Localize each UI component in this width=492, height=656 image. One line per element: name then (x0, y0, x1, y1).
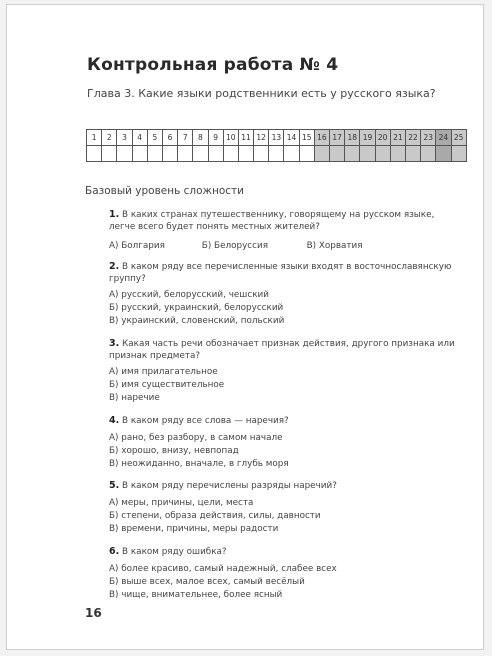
chapter-subtitle: Глава 3. Какие языки родственники есть у русского языка? (87, 87, 436, 100)
page-number: 16 (85, 606, 102, 620)
question-text: Какая часть речи обозначает признак действия, другого признака или признак предмета? (109, 339, 455, 361)
question-number: 4. (109, 415, 120, 426)
answer-cell (314, 146, 329, 162)
question-2 (109, 261, 461, 285)
answer-cell (193, 146, 208, 162)
worksheet-page (6, 4, 484, 650)
answer-cell (223, 146, 238, 162)
answer-option: А) меры, причины, цели, места (109, 498, 254, 508)
answer-option: А) Болгария (109, 241, 165, 251)
answer-cell (421, 146, 436, 162)
answer-cell (345, 146, 360, 162)
grid-number: 23 (421, 130, 436, 146)
answer-option: В) Хорватия (306, 241, 363, 251)
grid-number: 24 (436, 130, 451, 146)
question-4 (109, 415, 461, 427)
question-text: В каком ряду все перечисленные языки входят в восточнославянскую группу? (109, 262, 452, 284)
grid-number: 15 (299, 130, 314, 146)
grid-number: 5 (147, 130, 162, 146)
answer-option: А) имя прилагательное (109, 367, 218, 377)
question-number: 6. (109, 546, 120, 557)
answer-cell (405, 146, 420, 162)
answer-option: В) чище, внимательнее, более ясный (109, 590, 283, 600)
answer-option: В) наречие (109, 393, 160, 403)
page-title: Контрольная работа № 4 (87, 55, 339, 75)
answer-cell (299, 146, 314, 162)
answer-cell (375, 146, 390, 162)
grid-number: 9 (208, 130, 223, 146)
grid-number: 25 (451, 130, 466, 146)
answer-option: В) украинский, словенский, польский (109, 316, 285, 326)
answer-cell (451, 146, 466, 162)
answer-option: Б) имя существительное (109, 380, 225, 390)
grid-number: 4 (132, 130, 147, 146)
answer-cell (390, 146, 405, 162)
grid-number: 17 (330, 130, 345, 146)
question-text: В каком ряду ошибка? (122, 547, 227, 557)
answer-option: Б) выше всех, малое всех, самый весёлый (109, 577, 305, 587)
grid-number: 13 (269, 130, 284, 146)
question-3 (109, 338, 461, 362)
question-text: В каких странах путешественнику, говорящему на русском языке, легче всего будет понять местных жителей? (109, 210, 435, 232)
answer-option: Б) хорошо, внизу, невпопад (109, 446, 239, 456)
answer-cell (330, 146, 345, 162)
answer-grid-answer-row (87, 146, 467, 162)
grid-number: 2 (102, 130, 117, 146)
answer-cell (147, 146, 162, 162)
answer-cell (284, 146, 299, 162)
answer-cell (117, 146, 132, 162)
answer-cell (87, 146, 102, 162)
answer-cell (360, 146, 375, 162)
answer-option: Б) степени, образа действия, силы, давности (109, 511, 321, 521)
answer-cell (132, 146, 147, 162)
grid-number: 19 (360, 130, 375, 146)
question-number: 3. (109, 338, 120, 349)
grid-number: 6 (162, 130, 177, 146)
answer-option: Б) русский, украинский, белорусский (109, 303, 284, 313)
question-text: В каком ряду все слова — наречия? (122, 416, 289, 426)
answer-option: А) рано, без разбору, в самом начале (109, 433, 283, 443)
grid-number: 16 (314, 130, 329, 146)
answer-option: Б) Белоруссия (201, 241, 268, 251)
answer-cell (436, 146, 451, 162)
grid-number: 14 (284, 130, 299, 146)
grid-number: 20 (375, 130, 390, 146)
answer-option: А) русский, белорусский, чешский (109, 290, 269, 300)
question-number: 2. (109, 261, 120, 272)
grid-number: 3 (117, 130, 132, 146)
question-1 (109, 209, 461, 233)
grid-number: 21 (390, 130, 405, 146)
answer-cell (162, 146, 177, 162)
answer-option: В) времени, причины, меры радости (109, 524, 279, 534)
answer-cell (102, 146, 117, 162)
question-5 (109, 480, 461, 492)
answer-option: В) неожиданно, вначале, в глубь моря (109, 459, 289, 469)
answer-grid (86, 129, 467, 162)
grid-number: 12 (254, 130, 269, 146)
question-6 (109, 546, 461, 558)
answer-option: А) более красиво, самый надежный, слабее всех (109, 564, 337, 574)
grid-number: 8 (193, 130, 208, 146)
answer-cell (208, 146, 223, 162)
grid-number: 1 (87, 130, 102, 146)
answer-cell (254, 146, 269, 162)
answer-cell (269, 146, 284, 162)
answer-cell (238, 146, 253, 162)
grid-number: 7 (178, 130, 193, 146)
difficulty-level-label: Базовый уровень сложности (85, 185, 244, 197)
question-number: 1. (109, 209, 120, 220)
grid-number: 22 (405, 130, 420, 146)
grid-number: 11 (238, 130, 253, 146)
question-1-options (109, 241, 449, 251)
answer-cell (178, 146, 193, 162)
question-text: В каком ряду перечислены разряды наречий? (122, 481, 337, 491)
grid-number: 10 (223, 130, 238, 146)
question-number: 5. (109, 480, 120, 491)
answer-grid-number-row (87, 130, 467, 146)
grid-number: 18 (345, 130, 360, 146)
